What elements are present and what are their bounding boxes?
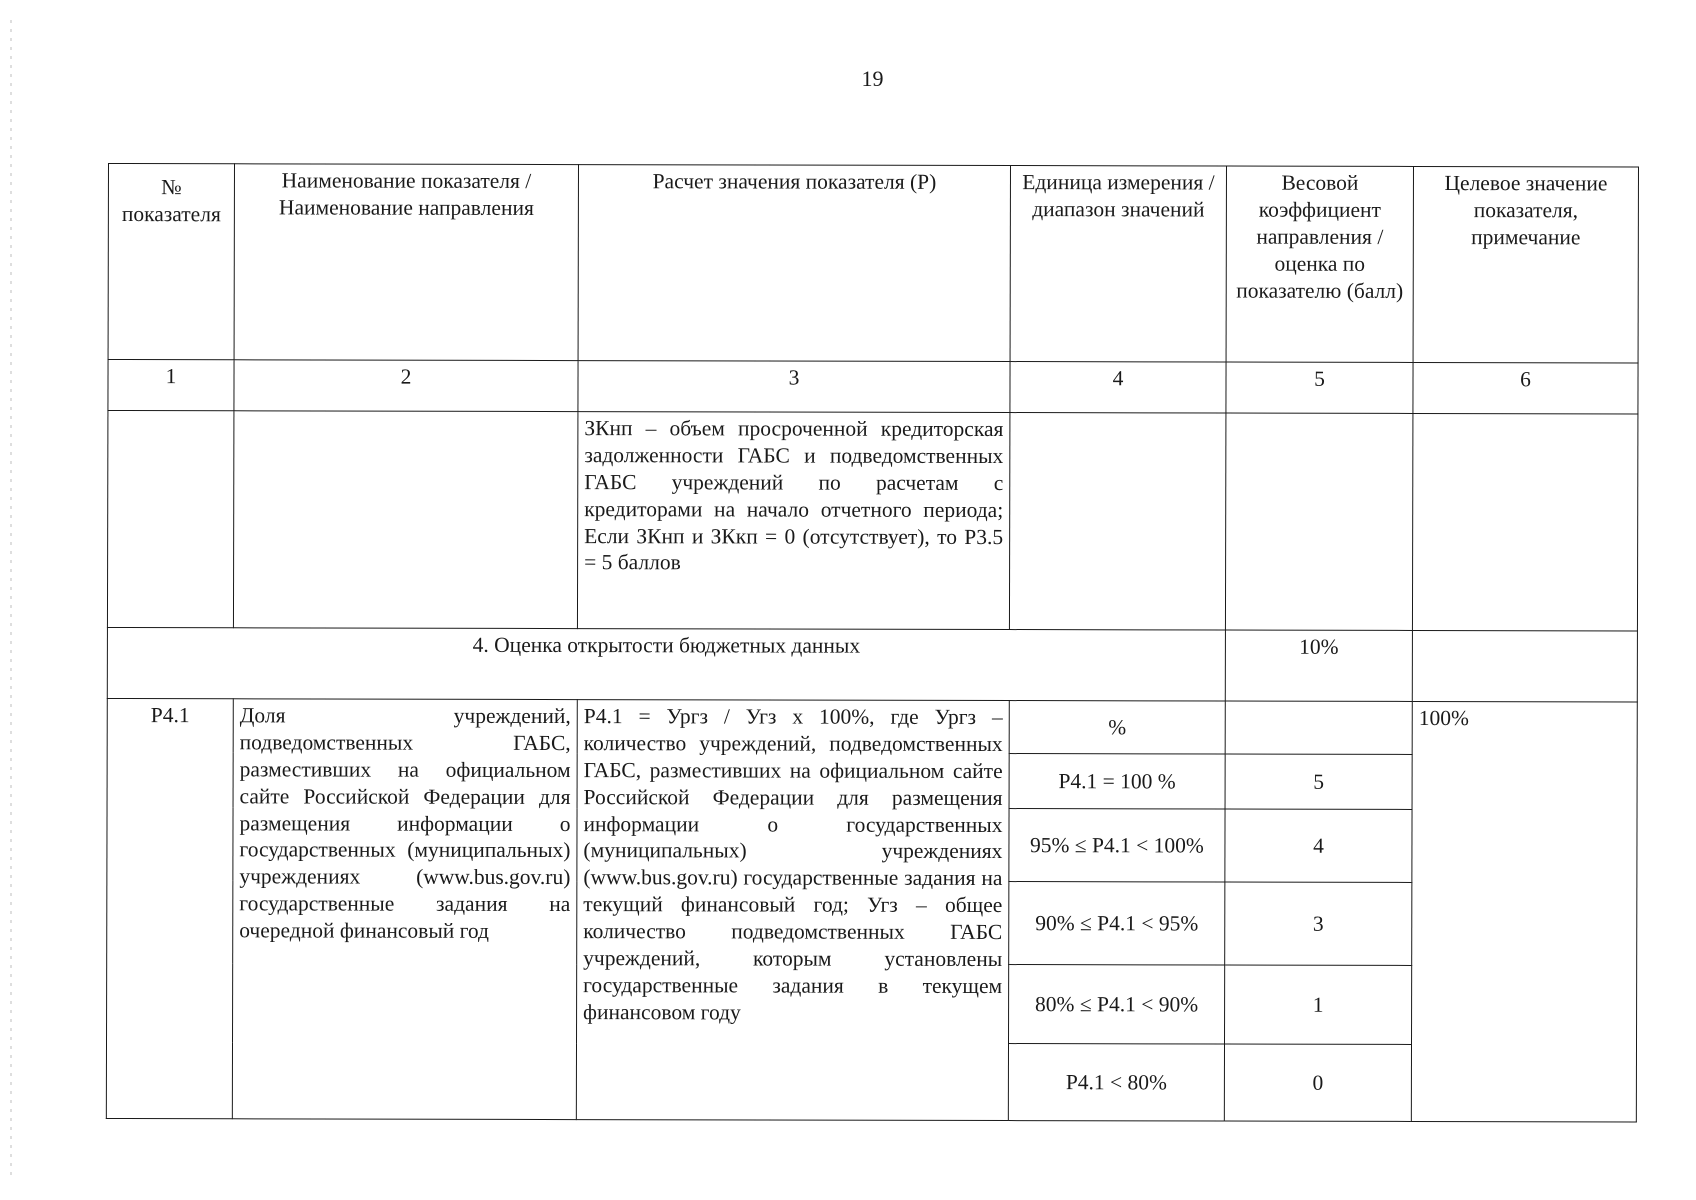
continuation-empty-cell (1225, 413, 1412, 630)
section-row (107, 627, 1637, 701)
indicator-table (106, 163, 1639, 1122)
column-number: 4 (1010, 362, 1226, 413)
continuation-empty-cell (1412, 413, 1637, 631)
section-title: 4. Оценка открытости бюджетных данных (107, 627, 1225, 701)
indicator-unit: % (1009, 701, 1225, 754)
range-value: 80% ≤ Р4.1 < 90% (1009, 965, 1225, 1044)
range-value: Р4.1 < 80% (1008, 1044, 1224, 1121)
column-number: 5 (1226, 362, 1413, 413)
indicator-target: 100% (1411, 701, 1637, 1122)
range-score: 5 (1225, 754, 1412, 809)
range-score: 3 (1225, 882, 1412, 965)
column-number: 2 (234, 360, 578, 412)
header-indicator-name: Наименование показателя / Наименование направления (234, 164, 578, 361)
indicator-calculation: Р4.1 = Ургз / Угз х 100%, где Ургз – количество учреждений, подведомственных ГАБС, разместивших на официальном сайте Российской Федерации для размещения информации о государственных (муниципальных) учреждениях (www.bus.gov.ru) государственные задания на текущий финансовый год; Угз – общее количество подведомственных ГАБС учреждений, которым установлены государственные задания в текущем финансовом году (576, 700, 1009, 1121)
range-score: 4 (1225, 809, 1412, 882)
continuation-empty-cell (233, 411, 577, 629)
continuation-empty-cell (107, 411, 233, 628)
section-weight: 10% (1225, 630, 1412, 701)
page-number: 19 (861, 66, 884, 91)
table-header-row (108, 164, 1638, 363)
range-value: 95% ≤ Р4.1 < 100% (1009, 809, 1225, 882)
indicator-name: Доля учреждений, подведомственных ГАБС, разместивших на официальном сайте Российской Федерации для размещения информации о государственных (муниципальных) учреждениях (www.bus.gov.ru) государственные задания на очередной финансовый год (232, 699, 577, 1120)
range-score: 0 (1224, 1044, 1411, 1121)
range-value: 90% ≤ Р4.1 < 95% (1009, 882, 1225, 965)
indicator-row-p41 (107, 698, 1637, 754)
header-indicator-number: № показателя (108, 164, 234, 360)
column-number: 6 (1413, 362, 1638, 414)
indicator-number: Р4.1 (106, 698, 233, 1118)
continuation-empty-cell (1009, 413, 1225, 630)
range-value: Р4.1 = 100 % (1009, 754, 1225, 809)
header-calculation: Расчет значения показателя (Р) (578, 165, 1010, 362)
continuation-calc-text: ЗКнп – объем просроченной кредиторская задолженности ГАБС и подведомственных ГАБС учреждений по расчетам с кредиторами на начало отчетного периода; Если ЗКнп и ЗКкп = 0 (отсутствует), то Р3.5 = 5 баллов (577, 412, 1009, 630)
header-weight-score: Весовой коэффициент направления / оценка по показателю (балл) (1226, 166, 1413, 362)
column-number: 1 (108, 360, 234, 411)
range-score: 1 (1225, 965, 1412, 1044)
section-empty-cell (1412, 630, 1637, 702)
header-target-note: Целевое значение показателя, примечание (1413, 166, 1638, 363)
continuation-row (107, 411, 1637, 631)
scan-edge-artifact (10, 20, 12, 1180)
column-number-row (108, 360, 1638, 414)
header-unit-range: Единица измерения / диапазон значений (1010, 166, 1226, 362)
column-number: 3 (578, 361, 1010, 413)
indicator-unit-score-empty (1225, 701, 1412, 754)
